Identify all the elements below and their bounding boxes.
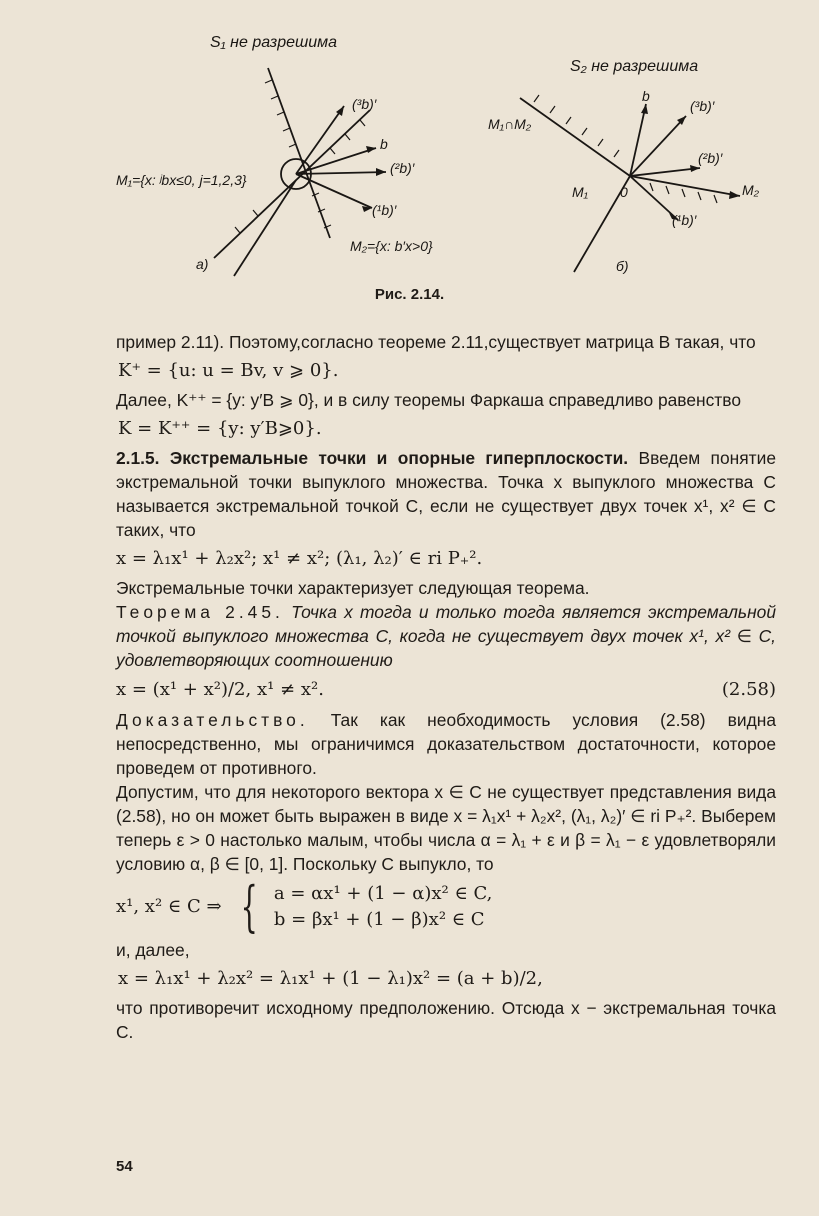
section-number: 2.1.5. (116, 448, 160, 468)
paragraph-1: пример 2.11). Поэтому,согласно теореме 2.11,существует матрица B такая, что (116, 332, 756, 352)
paragraph-3: Введем понятие экстремальной точки выпуклого множества. Точка x выпуклого множества C называется экстремальной точкой C, если не существует двух точек x¹, x² ∈ C таких, что (116, 448, 776, 540)
section-2-1-5 (116, 446, 776, 542)
section-title: Экстремальные точки и опорные гиперплоскости. (169, 448, 629, 468)
equation-2-58-body: x = (x¹ + x²)/2, x¹ ≠ x². (116, 679, 324, 700)
system-lines (274, 881, 492, 933)
proof-label: Доказательство. (116, 710, 309, 730)
left-boundary-line-3 (234, 180, 296, 276)
left-vector-3b (296, 106, 344, 174)
right-boundary-line-1 (520, 98, 630, 176)
left-label-2b: (²b)′ (390, 160, 415, 176)
proof (116, 708, 776, 780)
left-title: S₁ не разрешима (210, 34, 338, 51)
left-vector-1b (296, 174, 372, 208)
paragraph-7: что противоречит исходному предположению. Отсюда x − экстремальная точка C. (116, 998, 776, 1042)
formula-k-plus: K⁺ = {u: u = Bv, v ⩾ 0}. (118, 360, 339, 381)
formula-extremal-def: x = λ₁x¹ + λ₂x²; x¹ ≠ x²; (λ₁, λ₂)′ ∈ ri P₊². (116, 548, 483, 569)
right-label-2b: (²b)′ (698, 150, 723, 166)
equation-2-58-number: (2.58) (721, 679, 776, 700)
left-label-b: b (380, 136, 388, 152)
right-label-origin: 0 (620, 184, 628, 200)
right-vector-b (630, 104, 646, 176)
left-set-m1: M₁={x: ʲbx≤0, j=1,2,3} (116, 172, 247, 188)
system-implication (116, 875, 776, 938)
right-title: S₂ не разрешима (570, 58, 699, 75)
right-label-1b: (¹b)′ (672, 212, 697, 228)
right-vector-3b (630, 116, 686, 176)
left-vector-b (296, 148, 376, 174)
left-tag: а) (196, 256, 209, 272)
theorem-2-45 (116, 600, 776, 672)
system-premise: x¹, x² ∈ C ⇒ (116, 896, 222, 917)
paragraph-5: Допустим, что для некоторого вектора x ∈ C не существует представления вида (2.58), но он может быть выражен в виде x = λ₁x¹ + λ₂x², (λ₁, λ₂)′ ∈ ri P₊². Выберем теперь ε > 0 настолько малым, чтобы числа α = λ₁ + ε и β = λ₁ − ε удовлетворяли условию α, β ∈ [0, 1]. Поскольку C выпукло, то (116, 782, 776, 874)
right-label-m1: M₁ (572, 184, 589, 200)
equation-2-58 (116, 678, 776, 702)
paragraph-4: Экстремальные точки характеризует следующая теорема. (116, 578, 590, 598)
left-set-m2: M₂={x: b′x>0} (350, 238, 433, 254)
system-line-b: b = βx¹ + (1 − β)x² ∈ C (273, 909, 485, 930)
formula-k-equality: K = K⁺⁺ = {y: y′B⩾0}. (118, 418, 322, 439)
theorem-statement: Точка x тогда и только тогда является экстремальной точкой выпуклого множества C, когда не существует двух точек x¹, x² ∈ C, удовлетворяющих соотношению (116, 602, 776, 670)
right-label-3b: (³b)′ (690, 98, 715, 114)
right-label-b: b (642, 88, 650, 104)
main-text (116, 330, 776, 1044)
right-label-m2: M₂ (742, 182, 760, 198)
figure-caption: Рис. 2.14. (374, 286, 445, 303)
system-brace: { (240, 875, 258, 938)
left-boundary-line-1 (268, 68, 330, 238)
figure-2-14 (0, 0, 819, 320)
page-number: 54 (116, 1158, 133, 1175)
system-line-a: a = αx¹ + (1 − α)x² ∈ C, (273, 883, 493, 904)
left-label-1b: (¹b)′ (372, 202, 397, 218)
right-boundary-line-3 (630, 176, 740, 196)
right-label-cap: M₁∩M₂ (488, 116, 532, 132)
paragraph-6: и, далее, (116, 940, 190, 960)
left-label-3b: (³b)′ (352, 96, 377, 112)
proof-text: Так как необходимость условия (2.58) видна непосредственно, мы ограничимся доказательством достаточности, которое проведем от противного. (116, 710, 776, 778)
right-tag: б) (616, 258, 629, 274)
left-vector-2b (296, 172, 386, 174)
formula-final: x = λ₁x¹ + λ₂x² = λ₁x¹ + (1 − λ₁)x² = (a + b)/2, (118, 968, 543, 989)
paragraph-2: Далее, K⁺⁺ = {y: y′B ⩾ 0}, и в силу теоремы Фаркаша справедливо равенство (116, 390, 741, 410)
theorem-label: Теорема 2.45. (116, 602, 284, 622)
right-vector-2b (630, 168, 700, 176)
